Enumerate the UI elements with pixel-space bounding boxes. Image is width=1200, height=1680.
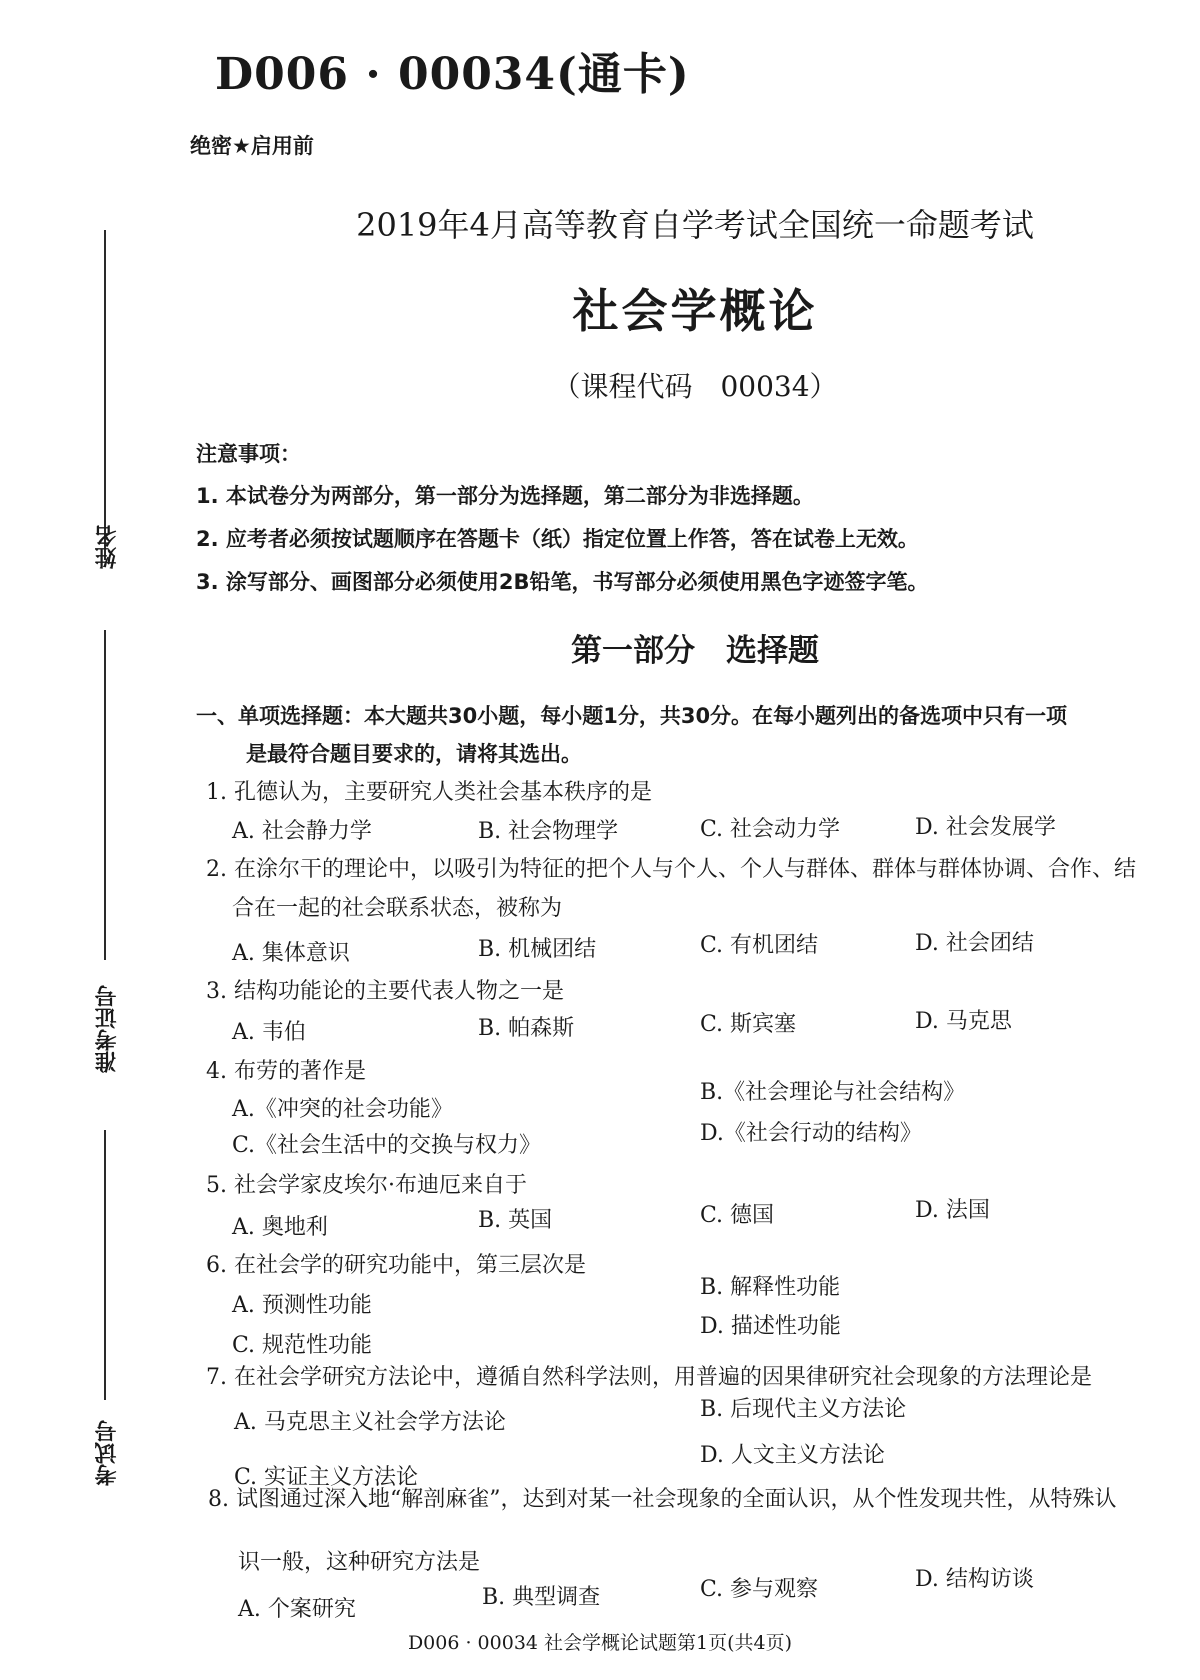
question-stem: 5. 社会学家皮埃尔·布迪厄来自于 [206,1173,527,1198]
option: C. 参与观察 [700,1577,819,1602]
page-footer: D006 · 00034 社会学概论试题第1页(共4页) [407,1632,793,1654]
secret-mark: 绝密★启用前 [190,134,314,158]
paper-code: D006 · 00034(通卡) [215,49,690,100]
option: B. 帕森斯 [478,1016,575,1041]
question-stem: 2. 在涂尔干的理论中，以吸引为特征的把个人与个人、个人与群体、群体与群体协调、合作、结 [206,857,1136,882]
exam-no-label: 考试号 [95,1420,120,1486]
question-stem: 4. 布劳的著作是 [206,1059,366,1084]
course-code: （课程代码 00034） [552,370,838,403]
option: A. 社会静力学 [232,819,372,844]
question-stem: 3. 结构功能论的主要代表人物之一是 [206,979,564,1004]
option: D. 社会团结 [915,931,1034,956]
question-stem-cont: 合在一起的社会联系状态，被称为 [232,896,563,921]
option: C. 有机团结 [700,933,819,958]
question-stem: 8. 试图通过深入地“解剖麻雀”，达到对某一社会现象的全面认识，从个性发现共性，从特殊认 [208,1487,1117,1512]
option: D. 马克思 [915,1009,1012,1034]
option: D. 结构访谈 [915,1567,1034,1592]
option: A. 个案研究 [238,1597,356,1622]
option: B. 机械团结 [478,937,597,962]
question-stem: 6. 在社会学的研究功能中，第三层次是 [206,1253,586,1278]
option: D. 法国 [915,1198,990,1223]
option: B. 解释性功能 [700,1275,841,1300]
section-heading-cont: 是最符合题目要求的，请将其选出。 [246,742,582,766]
notice-heading: 注意事项： [196,442,301,466]
exam-title: 2019年4月高等教育自学考试全国统一命题考试 [356,206,1034,244]
question-stem: 1. 孔德认为，主要研究人类社会基本秩序的是 [206,780,652,805]
option: A. 集体意识 [232,941,350,966]
option: B. 典型调查 [482,1585,601,1610]
option: B. 后现代主义方法论 [700,1397,907,1422]
question-stem: 7. 在社会学研究方法论中，遵循自然科学法则，用普遍的因果律研究社会现象的方法理论是 [206,1365,1092,1390]
notice-item: 2. 应考者必须按试题顺序在答题卡（纸）指定位置上作答，答在试卷上无效。 [196,527,919,551]
option: A. 韦伯 [232,1020,306,1045]
name-label: 姓名 [95,525,120,569]
admission-line [104,630,106,960]
option: D. 描述性功能 [700,1314,841,1339]
option: D. 社会发展学 [915,815,1056,840]
option: A. 预测性功能 [232,1293,372,1318]
admission-label: 准考证号 [95,985,120,1073]
option: B.《社会理论与社会结构》 [700,1080,966,1105]
question-stem-cont: 识一般，这种研究方法是 [238,1550,481,1575]
part-title: 第一部分 选择题 [571,633,819,669]
option: C. 社会动力学 [700,817,841,842]
option: D. 人文主义方法论 [700,1443,885,1468]
option: C. 规范性功能 [232,1333,373,1358]
option: C.《社会生活中的交换与权力》 [232,1133,542,1158]
subject-title: 社会学概论 [572,284,818,338]
notice-item: 1. 本试卷分为两部分，第一部分为选择题，第二部分为非选择题。 [196,484,814,508]
option: C. 实证主义方法论 [234,1465,419,1490]
option: A.《冲突的社会功能》 [232,1097,453,1122]
option: A. 马克思主义社会学方法论 [234,1410,506,1435]
exam-no-line [104,1130,106,1400]
option: C. 德国 [700,1203,775,1228]
option: B. 英国 [478,1208,553,1233]
option: A. 奥地利 [232,1215,328,1240]
section-heading: 一、单项选择题：本大题共30小题，每小题1分，共30分。在每小题列出的备选项中只有一项 [196,704,1068,728]
option: D.《社会行动的结构》 [700,1121,922,1146]
notice-item: 3. 涂写部分、画图部分必须使用2B铅笔，书写部分必须使用黑色字迹签字笔。 [196,570,929,594]
option: C. 斯宾塞 [700,1012,797,1037]
option: B. 社会物理学 [478,819,619,844]
